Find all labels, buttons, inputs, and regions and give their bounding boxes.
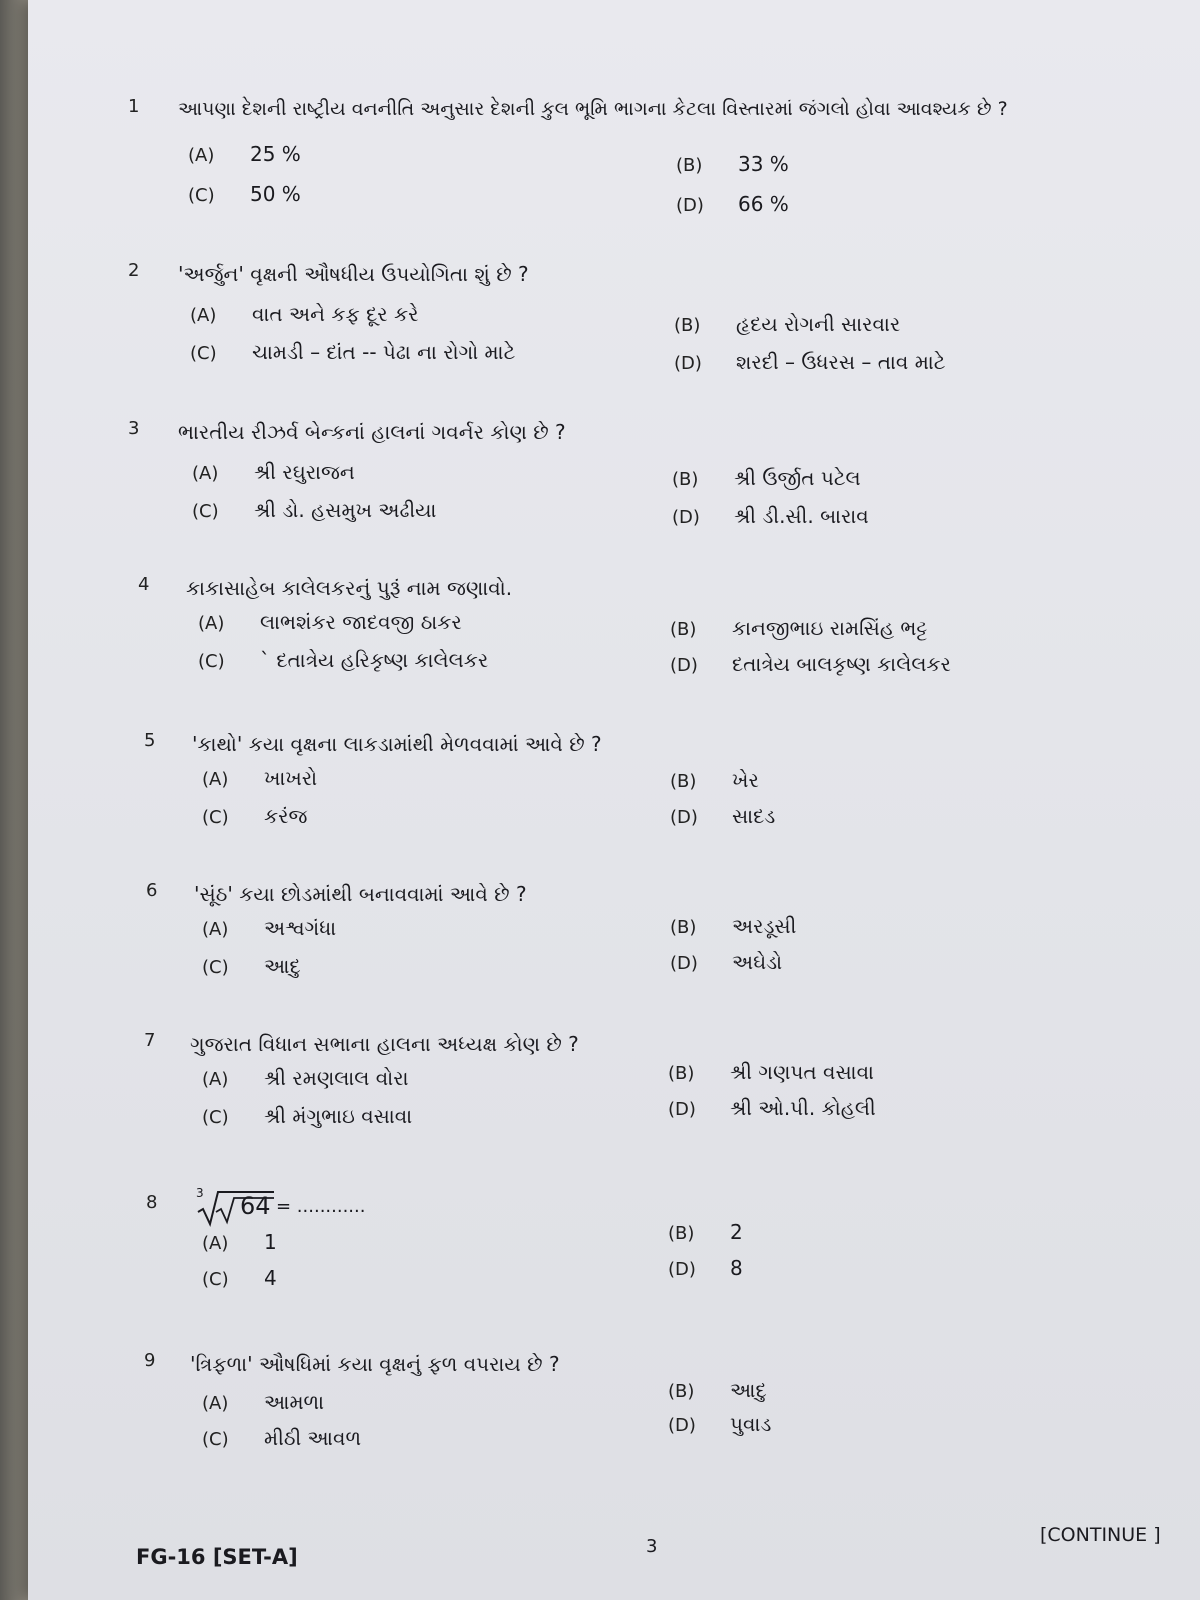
option-a [198, 610, 462, 638]
option-label: (A) [198, 613, 225, 634]
option-label: (B) [670, 771, 697, 792]
option-label: (A) [202, 1233, 229, 1254]
option-value: ખેર [732, 768, 759, 792]
option-label: (C) [202, 957, 229, 978]
option-a [202, 916, 336, 944]
option-b [670, 768, 759, 796]
option-value: વાત અને કફ દૂર કરે [252, 302, 419, 326]
question-number: 4 [138, 574, 150, 595]
option-a [202, 1230, 277, 1258]
option-value: ` દતાત્રેય હરિકૃષ્ણ કાલેલકર [260, 648, 489, 672]
option-value: 8 [730, 1256, 743, 1280]
option-label: (B) [670, 619, 697, 640]
option-value: મીઠી આવળ [264, 1426, 362, 1450]
option-d [668, 1096, 876, 1124]
option-a [202, 1066, 408, 1094]
option-d [668, 1256, 743, 1284]
question-3 [128, 418, 1178, 548]
option-c [202, 1104, 412, 1132]
option-c [192, 498, 436, 526]
option-value: શ્રી રમણલાલ વોરા [264, 1066, 409, 1090]
option-label: (C) [192, 501, 219, 522]
option-label: (C) [198, 651, 225, 672]
option-label: (A) [190, 305, 217, 326]
option-b [670, 914, 796, 942]
option-value: કાનજીભાઇ રામસિંહ ભટ્ટ [732, 616, 928, 640]
question-text: 'ત્રિફળા' ઔષધિમાં કયા વૃક્ષનું ફળ વપરાય છે ? [190, 1352, 560, 1376]
option-value: શ્રી ઓ.પી. કોહલી [730, 1096, 876, 1120]
exam-paper [28, 0, 1200, 1600]
option-d [670, 652, 951, 680]
question-number: 8 [146, 1192, 158, 1213]
question-text: ગુજરાત વિધાન સભાના હાલના અધ્યક્ષ કોણ છે ? [190, 1032, 579, 1056]
option-b [668, 1220, 743, 1248]
option-value: કરંજ [264, 804, 308, 828]
option-value: શ્રી ઉર્જીત પટેલ [734, 466, 861, 490]
blank-line: = ............ [276, 1196, 366, 1217]
option-c [202, 1426, 361, 1454]
option-c [202, 804, 307, 832]
option-c [190, 340, 515, 368]
question-number: 2 [128, 260, 140, 281]
option-value: અરડૂસી [732, 914, 797, 938]
option-value: હૃદય રોગની સારવાર [736, 312, 901, 336]
option-a [190, 302, 418, 330]
option-value: સાદડ [732, 804, 776, 828]
option-label: (A) [202, 1393, 229, 1414]
option-value: શ્રી ડી.સી. બારાવ [734, 504, 869, 528]
option-b [672, 466, 861, 494]
option-d [676, 192, 789, 220]
option-value: 25 % [250, 142, 301, 166]
option-value: ચામડી – દાંત -- પેઢા ના રોગો માટે [252, 340, 516, 364]
question-page [28, 0, 1200, 1600]
option-label: (D) [674, 353, 702, 374]
option-label: (C) [188, 185, 215, 206]
option-label: (B) [668, 1381, 695, 1402]
option-value: લાભશંકર જાદવજી ઠાકર [260, 610, 462, 634]
question-number: 1 [128, 96, 140, 117]
radicand: 64 [240, 1192, 271, 1220]
option-a [192, 460, 355, 488]
option-label: (C) [202, 807, 229, 828]
option-label: (B) [668, 1223, 695, 1244]
option-d [672, 504, 869, 532]
option-value: આમળા [264, 1390, 325, 1414]
option-label: (D) [670, 807, 698, 828]
option-label: (C) [190, 343, 217, 364]
option-value: 2 [730, 1220, 743, 1244]
option-value: 4 [264, 1266, 277, 1290]
option-c [202, 1266, 277, 1294]
option-label: (D) [668, 1415, 696, 1436]
option-a [202, 766, 317, 794]
option-value: ખાખરો [264, 766, 318, 790]
option-value: 50 % [250, 182, 301, 206]
question-1 [128, 96, 1178, 226]
question-number: 6 [146, 880, 158, 901]
option-label: (D) [670, 953, 698, 974]
option-label: (D) [668, 1259, 696, 1280]
question-text: કાકાસાહેબ કાલેલકરનું પુરૂં નામ જણાવો. [186, 576, 513, 600]
option-value: અઘેડો [732, 950, 783, 974]
root-index: 3 [196, 1186, 204, 1200]
option-label: (B) [670, 917, 697, 938]
question-6 [128, 880, 1178, 1010]
option-value: 66 % [738, 192, 789, 216]
option-value: આદુ [264, 954, 301, 978]
option-value: પુવાડ [730, 1412, 772, 1436]
option-label: (A) [192, 463, 219, 484]
option-a [188, 142, 301, 170]
option-c [198, 648, 488, 676]
option-label: (A) [202, 1069, 229, 1090]
page-number: 3 [646, 1536, 658, 1557]
question-number: 9 [144, 1350, 156, 1371]
question-9 [128, 1350, 1178, 1480]
option-c [188, 182, 301, 210]
option-label: (C) [202, 1269, 229, 1290]
option-label: (B) [668, 1063, 695, 1084]
option-label: (B) [674, 315, 701, 336]
option-value: શ્રી મંગુભાઇ વસાવા [264, 1104, 413, 1128]
question-text: 'અર્જુન' વૃક્ષની ઔષધીય ઉપયોગિતા શું છે ? [178, 262, 529, 286]
option-b [668, 1378, 767, 1406]
option-d [670, 804, 775, 832]
option-b [676, 152, 789, 180]
option-d [670, 950, 782, 978]
question-4 [128, 574, 1178, 704]
option-label: (D) [668, 1099, 696, 1120]
option-label: (C) [202, 1429, 229, 1450]
continue-label: [CONTINUE ] [1040, 1524, 1161, 1546]
question-7 [128, 1030, 1178, 1160]
option-b [670, 616, 927, 644]
option-value: શરદી – ઉધરસ – તાવ માટે [736, 350, 946, 374]
question-number: 3 [128, 418, 140, 439]
option-value: શ્રી રઘુરાજન [254, 460, 355, 484]
option-value: 33 % [738, 152, 789, 176]
question-8 [128, 1186, 1178, 1316]
option-label: (A) [202, 919, 229, 940]
question-number: 7 [144, 1030, 156, 1051]
question-text: આપણા દેશની રાષ્ટ્રીય વનનીતિ અનુસાર દેશની કુલ ભૂમિ ભાગના કેટલા વિસ્તારમાં જંગલો હોવા આવશ્યક છે ? [178, 98, 1008, 120]
option-label: (D) [672, 507, 700, 528]
question-2 [128, 260, 1178, 390]
option-label: (D) [670, 655, 698, 676]
option-label: (B) [676, 155, 703, 176]
option-c [202, 954, 301, 982]
option-value: 1 [264, 1230, 277, 1254]
option-value: શ્રી ગણપત વસાવા [730, 1060, 874, 1084]
option-value: શ્રી ડો. હસમુખ અઢીયા [254, 498, 437, 522]
question-text: ભારતીય રીઝર્વ બેન્કનાં હાલનાં ગવર્નર કોણ છે ? [178, 420, 566, 444]
option-a [202, 1390, 324, 1418]
option-label: (A) [188, 145, 215, 166]
option-d [674, 350, 945, 378]
question-number: 5 [144, 730, 156, 751]
nested-radical-expression [196, 1186, 396, 1226]
option-label: (C) [202, 1107, 229, 1128]
question-text: 'સૂંઠ' કયા છોડમાંથી બનાવવામાં આવે છે ? [194, 882, 527, 906]
option-value: દતાત્રેય બાલકૃષ્ણ કાલેલકર [732, 652, 951, 676]
option-label: (B) [672, 469, 699, 490]
option-value: આદુ [730, 1378, 767, 1402]
option-label: (A) [202, 769, 229, 790]
option-b [674, 312, 900, 340]
option-value: અશ્વગંધા [264, 916, 337, 940]
question-text: 'કાથો' કયા વૃક્ષના લાકડામાંથી મેળવવામાં આવે છે ? [192, 732, 602, 756]
paper-code: FG-16 [SET-A] [136, 1545, 298, 1569]
option-d [668, 1412, 771, 1440]
question-5 [128, 730, 1178, 860]
option-label: (D) [676, 195, 704, 216]
option-b [668, 1060, 874, 1088]
